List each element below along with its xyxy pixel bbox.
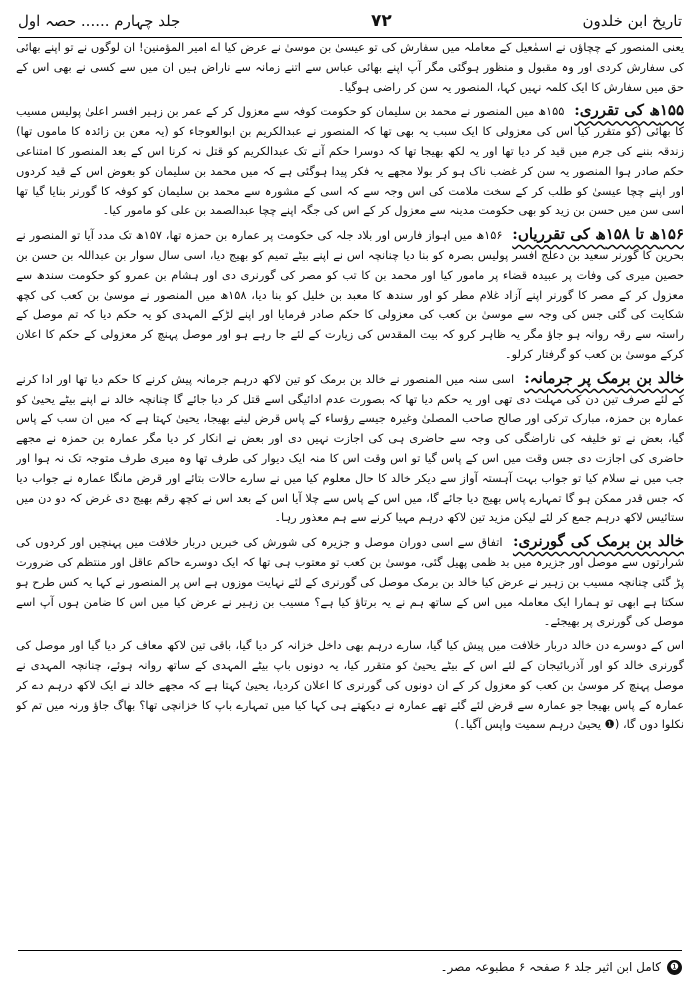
section-heading: ۱۵۶ھ تا ۱۵۸ھ کی تقرریاں:: [512, 225, 684, 244]
page-body: [16, 38, 684, 948]
footnote: [18, 955, 682, 979]
paragraph-4: [16, 369, 684, 528]
paragraph-2: [16, 101, 684, 221]
paragraph-text: اسی سنہ میں المنصور نے خالد بن برمک کو تین لاکھ درہم جرمانہ پیش کرنے کا حکم دیا تھا اور ادا کرنے کے لئے صرف تین دن کی مہلت دی تھی اور یہ حکم دیا تھا کہ بصورت عدم ادائیگی اسے قتل کر دیا جائے گا چنانچہ خالد نے اپنے بیٹے یحییٰ کو عمارہ بن حمزہ، مبارک ترکی اور صالح صاحب المصلیٰ وغیرہ جیسے رؤساء کے پاس قرض لینے بھیجا، یحییٰ کہتا ہے کہ میں ان سب کے پاس گیا، بعض نے تو خلیفہ کی ناراضگی کی وجہ سے حاضری ہی کی اجازت نہیں دی اور بعض نے انکار کر دیا مگر عمارہ بن حمزہ نے مجھے حاضری کی اجازت دی جس وقت میں اس کے پاس گیا تو اس وقت اس کا منہ ایک دیوار کی طرف تھا وہ میری طرف متوجہ تک نہ ہوا اور جب میں نے سلام کیا تو جواب بہت آہستہ آواز سے دیکر خالد کا حال معلوم کیا میں نے سارے حالات بتائے اور قرض مانگا عمارہ نے جواب دیا کہ جس قدر ممکن ہو گا تمہارے پاس بھیج دیا جائے گا، میں اس کے پاس سے چلا آیا اس کے بعد اس نے کچھ رقم بھیج دی غرض کہ دو دن میں ستائیس لاکھ درہم جمع کر لئے لیکن مزید تین لاکھ درہم مہیا کرنے سے ہم معذور رہا۔: [16, 371, 684, 525]
paragraph-6: [16, 636, 684, 735]
paragraph-text: اتفاق سے اسی دوران موصل و جزیرہ کی شورش کی خبریں دربار خلافت میں پہنچیں اور کردوں کی شرارتوں سے موصل اور جزیرہ میں بد ظمی پھیل گئی، موسیٰ بن کعب تو معتوب ہی تھا کہ ایک دوسرے حاکم عاقل اور منتظم کی ضرورت پڑ گئی چنانچہ مسیب بن زہیر نے عرض کیا خالد بن برمک موصل کی گورنری کے لئے نہایت موزوں ہے اس پر المنصور نے کہا یہ کس طرح ہو سکتا ہے ابھی تو ہمارا ایک معاملہ میں اس کے ساتھ ہم نے یہ برتاؤ کیا ہے؟ مسیب بن زہیر نے عرض کیا میں اس کا ضامن ہوں آپ اسے موصل کی گورنری پر بھیجئے۔: [16, 535, 684, 629]
book-title: تاریخ ابن خلدون: [582, 12, 682, 30]
section-heading: ۱۵۵ھ کی تقرری:: [574, 101, 684, 120]
footnote-divider: [18, 950, 682, 951]
page-number: ۷۲: [371, 11, 392, 31]
paragraph-text: اس کے دوسرے دن خالد دربار خلافت میں پیش کیا گیا، سارے درہم بھی داخل خزانہ کر دیا گیا، باقی تین لاکھ معاف کر دیا گیا اور موصل کی گورنری خالد کو اور آذربائیجان کے لئے اس کے بیٹے یحییٰ کو متقرر کیا، یہ دونوں باپ بیٹے المہدی کے ساتھ روانہ ہوئے، چنانچہ المہدی نے موصل پہنچ کر موسیٰ بن کعب کو معزول کر کے ان دونوں کی گورنری کا اعلان کردیا، یحییٰ کہتا ہے کہ مجھے خالد نے ایک لاکھ درہم دے کر عمارہ کے پاس بھیجا جو عمارہ سے قرض لئے گئے تھے عمارہ نے دیکھتے ہی کہا کیا میں تمہارے باپ کا خزانچی تھا؟ بھاگ جاؤ ورنہ میں تم کو نکلوا دوں گا، (❶ یحییٰ درہم سمیت واپس آگیا۔): [16, 638, 684, 732]
page-header: [18, 6, 682, 36]
section-heading: خالد بن برمک پر جرمانہ:: [524, 368, 684, 387]
paragraph-text: یعنی المنصور کے چچاؤں نے اسمٰعیل کے معاملہ میں سفارش کی تو عیسیٰ بن موسیٰ نے عرض کیا اے امیر المؤمنین! ان لوگوں نے تو اپنے بھائی کی سفارش کردی اور وہ مقبول و منظور ہوگئی مگر آپ اپنے بھائی عباس سے اتنے زمانہ سے ناراض ہیں ان میں سے کسی نے بھی اس کے حق میں سفارش کا ایک کلمہ نہیں کہا، المنصور یہ سن کر راضی ہوگیا۔: [16, 40, 684, 94]
footnote-text: کامل ابن اثیر جلد ۶ صفحہ ۶ مطبوعہ مصر۔: [440, 960, 661, 974]
paragraph-text: ۱۵۵ھ میں المنصور نے محمد بن سلیمان کو حکومت کوفہ سے معزول کر کے عمر بن زہیر افسر اعلیٰ پولیس مسیب کا بھائی (کو متقرر کیا اس کی معزولی کا ایک سبب یہ بھی تھا کہ المنصور نے عبدالکریم بن ابوالعوجاء کو (یہ معن بن زائدہ کا ماموں تھا) زندقہ بننے کی جرم میں قید کر دیا تھا اور یہ لکھ بھیجا تھا کہ دوسرا حکم آنے تک عبدالکریم کو قتل نہ کرنا اس کے بعد المنصور کا امتناعی حکم صادر ہوا المنصور یہ سن کر غضب ناک ہو کر بولا مجھے یہ فکر پیدا ہوگئی ہے کہ میں محمد بن سلیمان کو بعوض اس کے قید کردوں اور اپنے چچا عیسیٰ کو طلب کر کے سخت ملامت کی اس وجہ سے کہ اسی کے مشورہ سے محمد بن سلیمان کو کوفہ کا گورنر بنایا گیا تھا اسی سن میں حسن بن زید کو بھی حکومت مدینہ سے معزول کر کے اس کی جگہ اپنے چچا عبدالصمد بن علی کو مامور کیا۔: [16, 104, 684, 218]
section-heading: خالد بن برمک کی گورنری:: [512, 532, 684, 551]
footnote-marker: ❶: [667, 960, 682, 975]
paragraph-5: [16, 532, 684, 632]
paragraph-text: ۱۵۶ھ میں اہواز فارس اور بلاد جلہ کی حکومت پر عمارہ بن حمزہ تھا، ۱۵۷ھ تک مدد آیا تو المنصور نے بحرین کا گورنر سعید بن دعلج افسر پولیس بصرہ کو بنا دیا چنانچہ اس نے اپنے بیٹے تمیم کو بھیج دیا، اسی سال سوار بن عبداللہ بن حسن بن حصین میری کی وفات پر عبیدہ قضاء پر مامور کیا اور محمد بن کا تب کو مصر کی گورنری دی اور ہشام بن عمرو کو حکومت سندھ سے معزول کر کے مصر کا گورنر اپنے آزاد غلام مطر کو اور سندھ کا معبد بن خلیل کو بنا دیا، ۱۵۸ھ میں المنصور نے موسیٰ بن کعب کی کچھ شکایت کی گئی جس کی وجہ سے موسیٰ بن کعب کی معزولی کا حکم صادر فرمایا اور اپنے لڑکے المہدی کو یہ حکم دیا کہ تم موصل کے راستہ سے رقہ روانہ ہو جاؤ مگر یہ ظاہر کرو کہ بیت المقدس کی زیارت کے لئے جا رہے ہو اور موصل پہنچ کر معزولی کے حکم کا اعلان کرکے موسیٰ بن کعب کو گرفتار کرلو۔: [16, 228, 684, 361]
paragraph-1: [16, 38, 684, 97]
volume-label: جلد چہارم ...... حصہ اول: [18, 12, 181, 30]
paragraph-3: [16, 225, 684, 365]
